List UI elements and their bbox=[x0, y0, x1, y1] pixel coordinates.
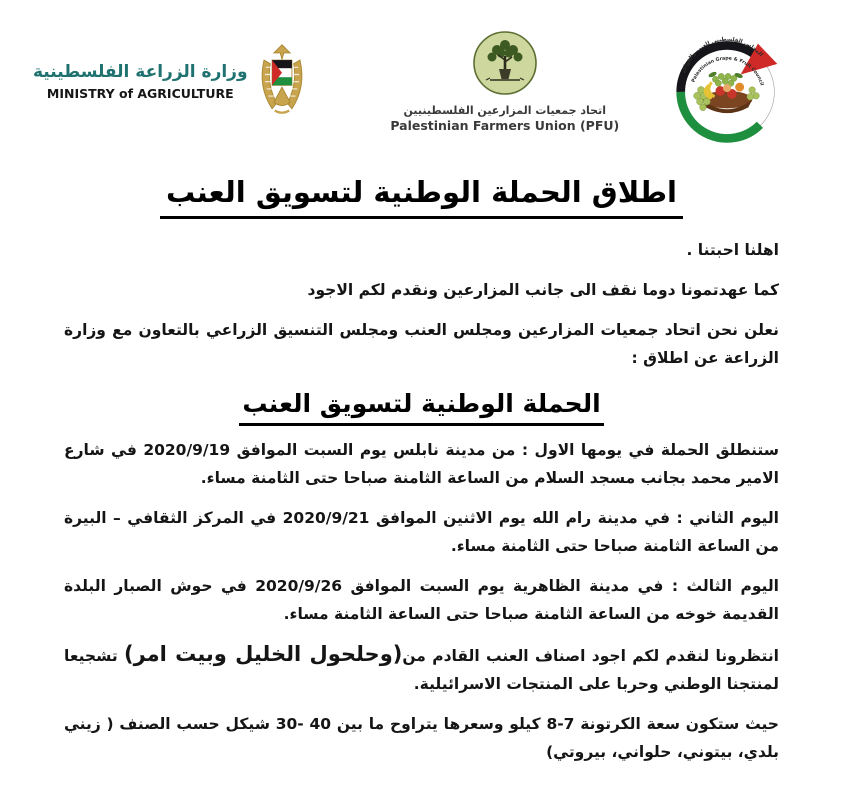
pfu-english-name: Palestinian Farmers Union (PFU) bbox=[390, 118, 620, 133]
teaser-before: انتظرونا لنقدم لكم اجود اصناف العنب القادم من bbox=[402, 646, 779, 665]
day3-paragraph: اليوم الثالث : في مدينة الظاهرية يوم السبت الموافق 2020/9/26 في حوش الصبار البلدة القديمة خوخه من الساعة الثامنة صباحا حتى الساعة الثامنة مساء. bbox=[64, 576, 779, 623]
council-logo bbox=[673, 34, 785, 150]
document-body bbox=[0, 174, 843, 766]
teaser-paragraph bbox=[64, 640, 779, 698]
campaign-heading-text: الحملة الوطنية لتسويق العنب bbox=[239, 389, 603, 426]
pfu-arabic-name: اتحاد جمعيات المزارعين الفلسطينيين bbox=[403, 104, 606, 117]
main-title-text: اطلاق الحملة الوطنية لتسويق العنب bbox=[160, 175, 683, 219]
pledge-paragraph: كما عهدتمونا دوما نقف الى جانب المزارعين ونقدم لكم الاجود bbox=[307, 281, 779, 300]
campaign-heading bbox=[64, 388, 779, 419]
pfu-logo bbox=[390, 30, 619, 133]
council-english-name: Palestinian Grape & Fruit Council bbox=[691, 56, 764, 87]
palestinian-eagle-icon bbox=[255, 42, 309, 120]
ministry-english-name: MINISTRY of AGRICULTURE bbox=[46, 85, 234, 101]
day2-paragraph: اليوم الثاني : في مدينة رام الله يوم الاثنين الموافق 2020/9/21 في المركز الثقافي – البيرة من الساعة الثامنة صباحا حتى الثامنة مساء. bbox=[64, 508, 779, 555]
logo-header bbox=[0, 0, 843, 150]
council-arabic-name: المجلس الفلسطيني للعنب والفواكه bbox=[681, 36, 764, 75]
day1-paragraph: ستنطلق الحملة في يومها الاول : من مدينة نابلس يوم السبت الموافق 2020/9/19 في شارع الامير محمد بجانب مسجد السلام من الساعة الثامنة صباحا حتى الثامنة مساء. bbox=[64, 440, 779, 487]
fruit-basket-flag-ring-icon bbox=[673, 36, 785, 150]
teaser-after: تشجيعا لمنتجنا الوطني وحربا على المنتجات الاسرائيلية. bbox=[64, 646, 779, 693]
ministry-logo bbox=[33, 42, 309, 120]
main-title bbox=[64, 174, 779, 210]
teaser-emphasis: (وحلحول الخليل وبيت امر) bbox=[124, 641, 403, 666]
announcement-paragraph: نعلن نحن اتحاد جمعيات المزارعين ومجلس العنب ومجلس التنسيق الزراعي بالتعاون مع وزارة الزراعة عن اطلاق : bbox=[64, 321, 779, 368]
olive-tree-icon bbox=[472, 81, 538, 100]
pricing-paragraph: حيث ستكون سعة الكرتونة 7-8 كيلو وسعرها يتراوح ما بين ‪30- 40‬ شيكل حسب الصنف ( زيني بلدي، بيتوني، حلواني، بيروتي) bbox=[64, 714, 779, 761]
greeting-paragraph: اهلنا احبتنا . bbox=[686, 241, 779, 260]
ministry-arabic-name: وزارة الزراعة الفلسطينية bbox=[33, 61, 248, 82]
ministry-logo-text bbox=[33, 62, 248, 101]
